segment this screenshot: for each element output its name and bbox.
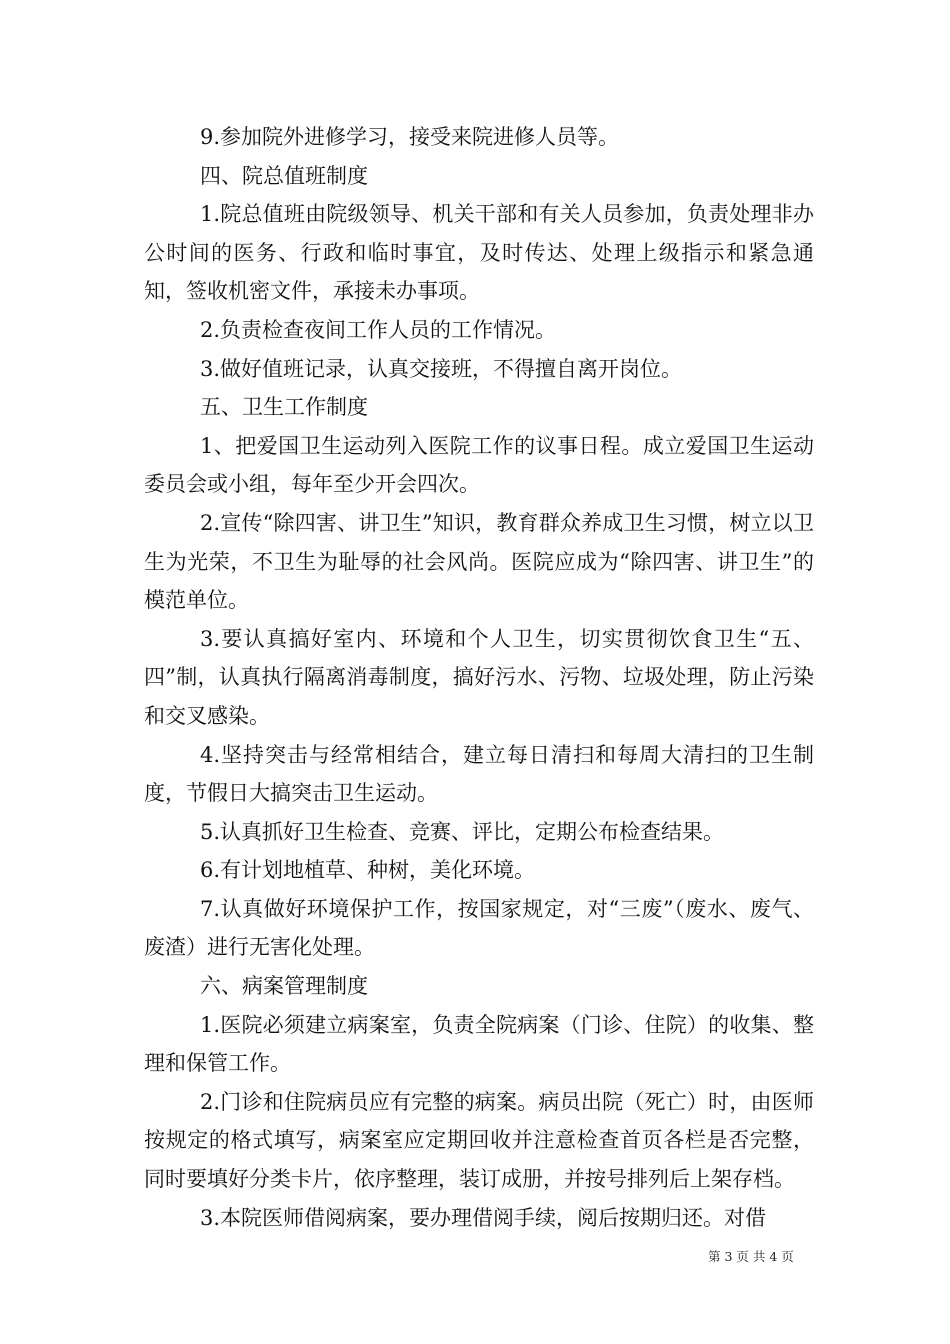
paragraph-hygiene-4: 4.坚持突击与经常相结合，建立每日清扫和每周大清扫的卫生制度，节假日大搞突击卫生运动。 — [144, 742, 814, 806]
section-heading-hygiene: 五、卫生工作制度 — [200, 395, 368, 420]
paragraph-duty-3: 3.做好值班记录，认真交接班，不得擅自离开岗位。 — [200, 356, 683, 381]
paragraph-records-3: 3.本院医师借阅病案，要办理借阅手续，阅后按期归还。对借 — [200, 1205, 767, 1230]
paragraph-hygiene-2: 2.宣传“除四害、讲卫生”知识，教育群众养成卫生习惯，树立以卫生为光荣，不卫生为耻辱的社会风尚。医院应成为“除四害、讲卫生”的模范单位。 — [144, 510, 814, 613]
paragraph-records-1: 1.医院必须建立病案室，负责全院病案（门诊、住院）的收集、整理和保管工作。 — [144, 1012, 814, 1076]
paragraph-duty-1: 1.院总值班由院级领导、机关干部和有关人员参加，负责处理非办公时间的医务、行政和临时事宜，及时传达、处理上级指示和紧急通知，签收机密文件，承接未办事项。 — [144, 202, 814, 304]
section-heading-records: 六、病案管理制度 — [200, 974, 368, 999]
document-body — [144, 118, 814, 1237]
paragraph-records-2: 2.门诊和住院病员应有完整的病案。病员出院（死亡）时，由医师按规定的格式填写，病案室应定期回收并注意检查首页各栏是否完整，同时要填好分类卡片，依序整理，装订成册，并按号排列后上架存档。 — [144, 1089, 814, 1192]
paragraph-item-9: 9.参加院外进修学习，接受来院进修人员等。 — [200, 125, 620, 149]
paragraph-hygiene-7: 7.认真做好环境保护工作，按国家规定，对“三废”（废水、废气、废渣）进行无害化处理。 — [144, 896, 814, 960]
paragraph-hygiene-1: 1、把爱国卫生运动列入医院工作的议事日程。成立爱国卫生运动委员会或小组，每年至少开会四次。 — [144, 433, 814, 497]
paragraph-duty-2: 2.负责检查夜间工作人员的工作情况。 — [200, 317, 557, 342]
section-heading-duty: 四、院总值班制度 — [200, 163, 368, 188]
page-number-footer: 第 3 页 共 4 页 — [708, 1249, 794, 1264]
paragraph-hygiene-3: 3.要认真搞好室内、环境和个人卫生，切实贯彻饮食卫生“五、四”制，认真执行隔离消毒制度，搞好污水、污物、垃圾处理，防止污染和交叉感染。 — [144, 626, 814, 728]
paragraph-hygiene-5: 5.认真抓好卫生检查、竞赛、评比，定期公布检查结果。 — [200, 819, 725, 844]
paragraph-hygiene-6: 6.有计划地植草、种树，美化环境。 — [200, 858, 536, 883]
